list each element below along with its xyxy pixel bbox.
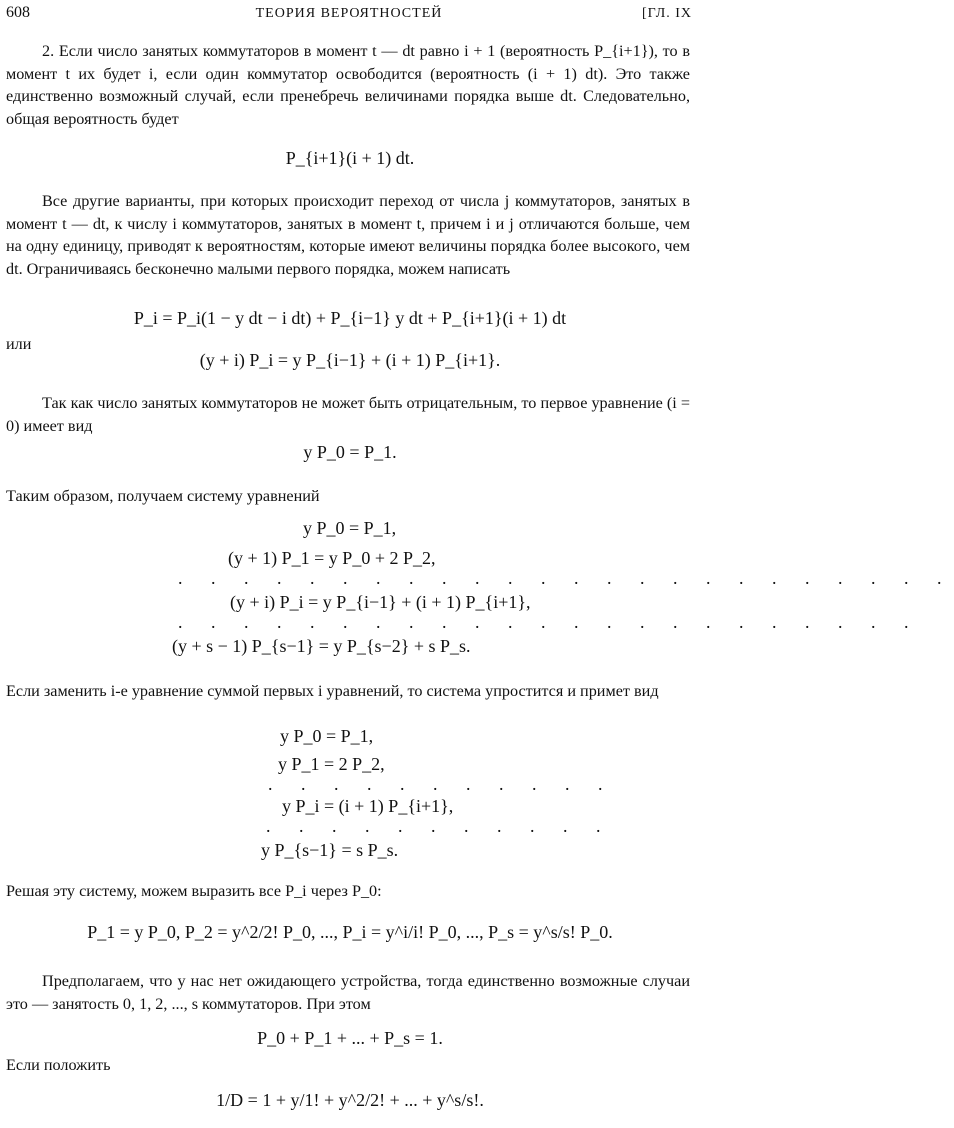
equation: P_1 = y P_0, P_2 = y^2/2! P_0, ..., P_i = y^i/i! P_0, ..., P_s = y^s/s! P_0.: [87, 922, 613, 942]
chapter-ref: [ГЛ. IX: [642, 6, 692, 21]
system-equation: (y + i) P_i = y P_{i−1} + (i + 1) P_{i+1},: [230, 592, 531, 612]
equation: 1/D = 1 + y/1! + y^2/2! + ... + y^s/s!.: [216, 1090, 484, 1110]
ellipsis-row: . . . . . . . . . . .: [266, 816, 613, 836]
system-equation: y P_1 = 2 P_2,: [278, 754, 385, 774]
paragraph: Если положить: [6, 1056, 111, 1074]
equation: P_{i+1}(i + 1) dt.: [285, 148, 415, 168]
equation: P_i = P_i(1 − y dt − i dt) + P_{i−1} y dt + P_{i+1}(i + 1) dt: [133, 308, 567, 328]
paragraph: или: [6, 335, 32, 353]
paragraph: Решая эту систему, можем выразить все P_i через P_0:: [6, 882, 382, 900]
paragraph: Если заменить i-е уравнение суммой первых i уравнений, то система упростится и примет вид: [6, 682, 659, 700]
system-equation: y P_{s−1} = s P_s.: [261, 840, 399, 860]
paragraph: 2. Если число занятых коммутаторов в момент t — dt равно i + 1 (вероятность P_{i+1}), то в момент t их будет i, если один коммутатор освободится (вероятность (i + 1) dt). Это также единственно возможный случай, если пренебречь величинами порядка выше dt. Следовательно, общая вероятность будет: [6, 42, 690, 128]
ellipsis-row: . . . . . . . . . . . . . . . . . . . . . . . .: [178, 568, 954, 588]
system-equation: (y + 1) P_1 = y P_0 + 2 P_2,: [228, 548, 436, 568]
equation: y P_0 = P_1.: [303, 442, 397, 462]
equation: (y + i) P_i = y P_{i−1} + (i + 1) P_{i+1}.: [199, 350, 501, 370]
ellipsis-row: . . . . . . . . . . .: [268, 774, 615, 794]
page-number: 608: [6, 4, 30, 21]
system-equation: y P_i = (i + 1) P_{i+1},: [282, 796, 454, 816]
system-equation: (y + s − 1) P_{s−1} = y P_{s−2} + s P_s.: [172, 636, 471, 656]
equation: P_0 + P_1 + ... + P_s = 1.: [257, 1028, 443, 1048]
paragraph: Таким образом, получаем систему уравнений: [6, 487, 320, 505]
paragraph: Так как число занятых коммутаторов не может быть отрицательным, то первое уравнение (i = 0) имеет вид: [6, 394, 690, 435]
paragraph: Предполагаем, что у нас нет ожидающего устройства, тогда единственно возможные случаи это — занятость 0, 1, 2, ..., s коммутаторов. При этом: [6, 972, 690, 1013]
system-equation: y P_0 = P_1,: [280, 726, 374, 746]
paragraph: Все другие варианты, при которых происходит переход от числа j коммутаторов, занятых в момент t — dt, к числу i коммутаторов, занятых в момент t, причем i и j отличаются больше, чем на одну единицу, приводят к вероятностям, которые имеют величины порядка более высокого, чем dt. Ограничиваясь бесконечно малыми первого порядка, можем написать: [6, 192, 690, 278]
system-equation: y P_0 = P_1,: [303, 518, 397, 538]
ellipsis-row: . . . . . . . . . . . . . . . . . . . . . . .: [178, 612, 921, 632]
running-title: ТЕОРИЯ ВЕРОЯТНОСТЕЙ: [255, 6, 443, 21]
page-header: [6, 4, 692, 26]
